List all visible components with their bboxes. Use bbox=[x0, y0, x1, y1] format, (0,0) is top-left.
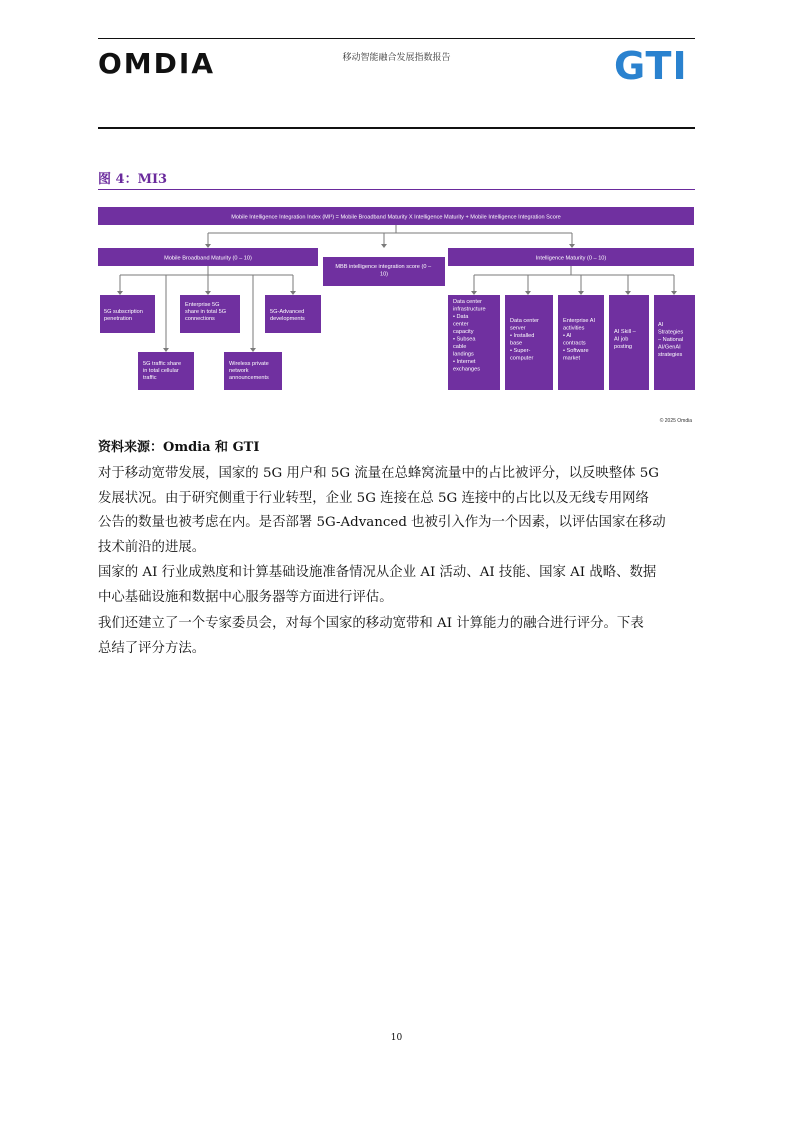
figure-title: 图 4：MI3 bbox=[98, 172, 168, 187]
header-top-rule bbox=[98, 38, 695, 39]
paragraph-1-line-1: 对于移动宽带发展，国家的 5G 用户和 5G 流量在总蜂窝流量中的占比被评分，以反映整体 5G bbox=[98, 466, 659, 481]
omdia-logo: OMDIA bbox=[98, 47, 215, 80]
paragraph-1 bbox=[98, 462, 696, 560]
data-center-infrastructure-label: Data center infrastructure • Data center capacity • Subsea cable landings • Internet exchanges bbox=[453, 299, 486, 373]
mbb-maturity-label: Mobile Broadband Maturity (0 – 10) bbox=[164, 255, 252, 262]
paragraph-2 bbox=[98, 561, 696, 610]
paragraph-2-line-1: 国家的 AI 行业成熟度和计算基础设施准备情况从企业 AI 活动、AI 技能、国家 AI 战略、数据 bbox=[98, 565, 657, 580]
paragraph-3-line-2: 总结了评分方法。 bbox=[98, 640, 206, 656]
data-center-server-label: Data center server • Installed base • Super- computer bbox=[510, 318, 539, 362]
mbb-integration-score-label: MBB intelligence integration score (0 – 10) bbox=[335, 264, 432, 278]
5g-traffic-share-label: 5G traffic share in total cellular traffic bbox=[143, 361, 182, 381]
ai-skill-box bbox=[609, 295, 649, 390]
enterprise-5g-label: Enterprise 5G share in total 5G connections bbox=[185, 302, 227, 322]
figure-title-rule bbox=[98, 189, 695, 190]
mi3-diagram bbox=[98, 205, 696, 427]
paragraph-3-line-1: 我们还建立了一个专家委员会，对每个国家的移动宽带和 AI 计算能力的融合进行评分。下表 bbox=[98, 616, 644, 631]
intelligence-maturity-label: Intelligence Maturity (0 – 10) bbox=[535, 255, 607, 262]
mi3-formula-label: Mobile Intelligence Integration Index (MI³) = Mobile Broadband Maturity X Intelligence Maturity + Mobile Intelligence Integration Score bbox=[231, 214, 561, 221]
paragraph-2-line-2: 中心基础设施和数据中心服务器等方面进行评估。 bbox=[98, 589, 393, 605]
paragraph-1-line-4: 技术前沿的进展。 bbox=[98, 539, 206, 555]
5g-subscription-label: 5G subscription penetration bbox=[104, 309, 143, 322]
ai-strategies-label: AI Strategies – National AI/GenAI strategies bbox=[658, 322, 684, 358]
ai-skill-label: AI Skill – AI job posting bbox=[614, 329, 636, 350]
page-number: 10 bbox=[390, 1033, 403, 1043]
5g-advanced-label: 5G-Advanced developments bbox=[270, 309, 305, 322]
wireless-private-network-label: Wireless private network announcements bbox=[229, 361, 269, 381]
header-bottom-rule bbox=[98, 127, 695, 129]
document-title: 移动智能融合发展指数报告 bbox=[342, 53, 451, 63]
gti-logo: GTI bbox=[614, 44, 688, 88]
figure-source: 资料来源：Omdia 和 GTI bbox=[98, 440, 260, 455]
enterprise-ai-label: Enterprise AI activities • AI contracts • Software market bbox=[563, 318, 596, 362]
copyright-note: © 2025 Omdia bbox=[659, 418, 692, 424]
paragraph-3 bbox=[98, 612, 696, 661]
paragraph-1-line-3: 公告的数量也被考虑在内。是否部署 5G-Advanced 也被引入作为一个因素，以评估国家在移动 bbox=[98, 515, 666, 530]
paragraph-1-line-2: 发展状况。由于研究侧重于行业转型，企业 5G 连接在总 5G 连接中的占比以及无线专用网络 bbox=[98, 490, 649, 506]
